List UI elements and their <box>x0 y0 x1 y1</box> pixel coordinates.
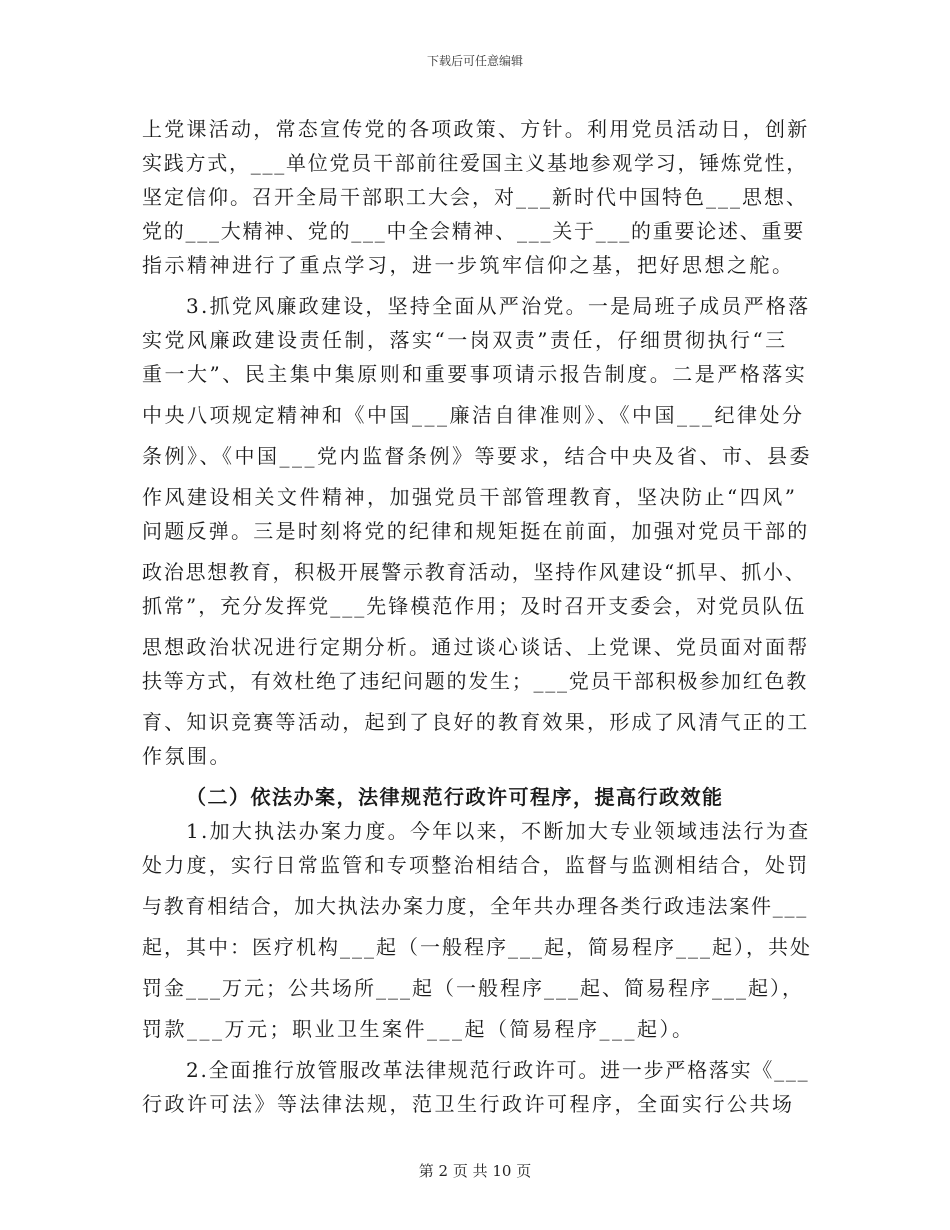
text-line: 指示精神进行了重点学习，进一步筑牢信仰之基，把好思想之舵。 <box>142 253 795 277</box>
text-line: 扶等方式，有效杜绝了违纪问题的发生；___党员干部积极参加红色教 <box>142 669 808 693</box>
text-line: 重一大”、民主集中集原则和重要事项请示报告制度。二是严格落实 <box>142 362 808 386</box>
text-line: 抓常”，充分发挥党___先锋模范作用；及时召开支委会，对党员队伍 <box>142 594 807 618</box>
text-line: 2.全面推行放管服改革法律规范行政许可。进一步严格落实《___ <box>186 1058 810 1082</box>
text-line: 问题反弹。三是时刻将党的纪律和规矩挺在前面，加强对党员干部的 <box>142 519 810 543</box>
page-number: 第 2 页 共 10 页 <box>418 1162 532 1180</box>
text-line: 作风建设相关文件精神，加强党员干部管理教育，坚决防止“四风” <box>142 485 798 509</box>
text-line: 条例》、《中国___党内监督条例》等要求，结合中央及省、市、县委 <box>142 444 812 468</box>
text-line: 处力度，实行日常监管和专项整治相结合，监督与监测相结合，处罚 <box>142 853 810 877</box>
text-line: 罚款___万元；职业卫生案件___起（简易程序___起）。 <box>142 1017 695 1041</box>
text-line: 罚金___万元；公共场所___起（一般程序___起、简易程序___起）， <box>142 976 804 1000</box>
page-header: 下载后可任意编辑 <box>426 54 523 68</box>
text-line: 1.加大执法办案力度。今年以来，不断加大专业领域违法行为查 <box>186 819 811 843</box>
text-line: 上党课活动，常态宣传党的各项政策、方针。利用党员活动日，创新 <box>142 117 810 141</box>
text-line: 行政许可法》等法律法规，范卫生行政许可程序，全面实行公共场 <box>142 1092 795 1116</box>
section-heading: （二）依法办案，法律规范行政许可程序，提高行政效能 <box>186 785 724 809</box>
text-line: 实党风廉政建设责任制，落实“一岗双责”责任，仔细贯彻执行“三 <box>142 328 788 352</box>
text-line: 起，其中：医疗机构___起（一般程序___起，简易程序___起），共处 <box>142 935 812 959</box>
text-line: 思想政治状况进行定期分析。通过谈心谈话、上党课、党员面对面帮 <box>142 635 810 659</box>
text-line: 与教育相结合，加大执法办案力度，全年共办理各类行政违法案件___ <box>142 894 808 918</box>
text-line: 育、知识竞赛等活动，起到了良好的教育效果，形成了风清气正的工 <box>142 710 810 734</box>
text-line: 政治思想教育，积极开展警示教育活动，坚持作风建设“抓早、抓小、 <box>142 560 807 584</box>
text-line: 党的___大精神、党的___中全会精神、___关于___的重要论述、重要 <box>142 219 805 243</box>
text-line: 坚定信仰。召开全局干部职工大会，对___新时代中国特色___思想、 <box>142 185 808 209</box>
text-line: 中央八项规定精神和《中国___廉洁自律准则》、《中国___纪律处分 <box>142 403 805 427</box>
text-line: 3.抓党风廉政建设，坚持全面从严治党。一是局班子成员严格落 <box>186 294 811 318</box>
text-line: 实践方式，___单位党员干部前往爱国主义基地参观学习，锤炼党性， <box>142 151 808 175</box>
text-line: 作氛围。 <box>142 744 232 768</box>
